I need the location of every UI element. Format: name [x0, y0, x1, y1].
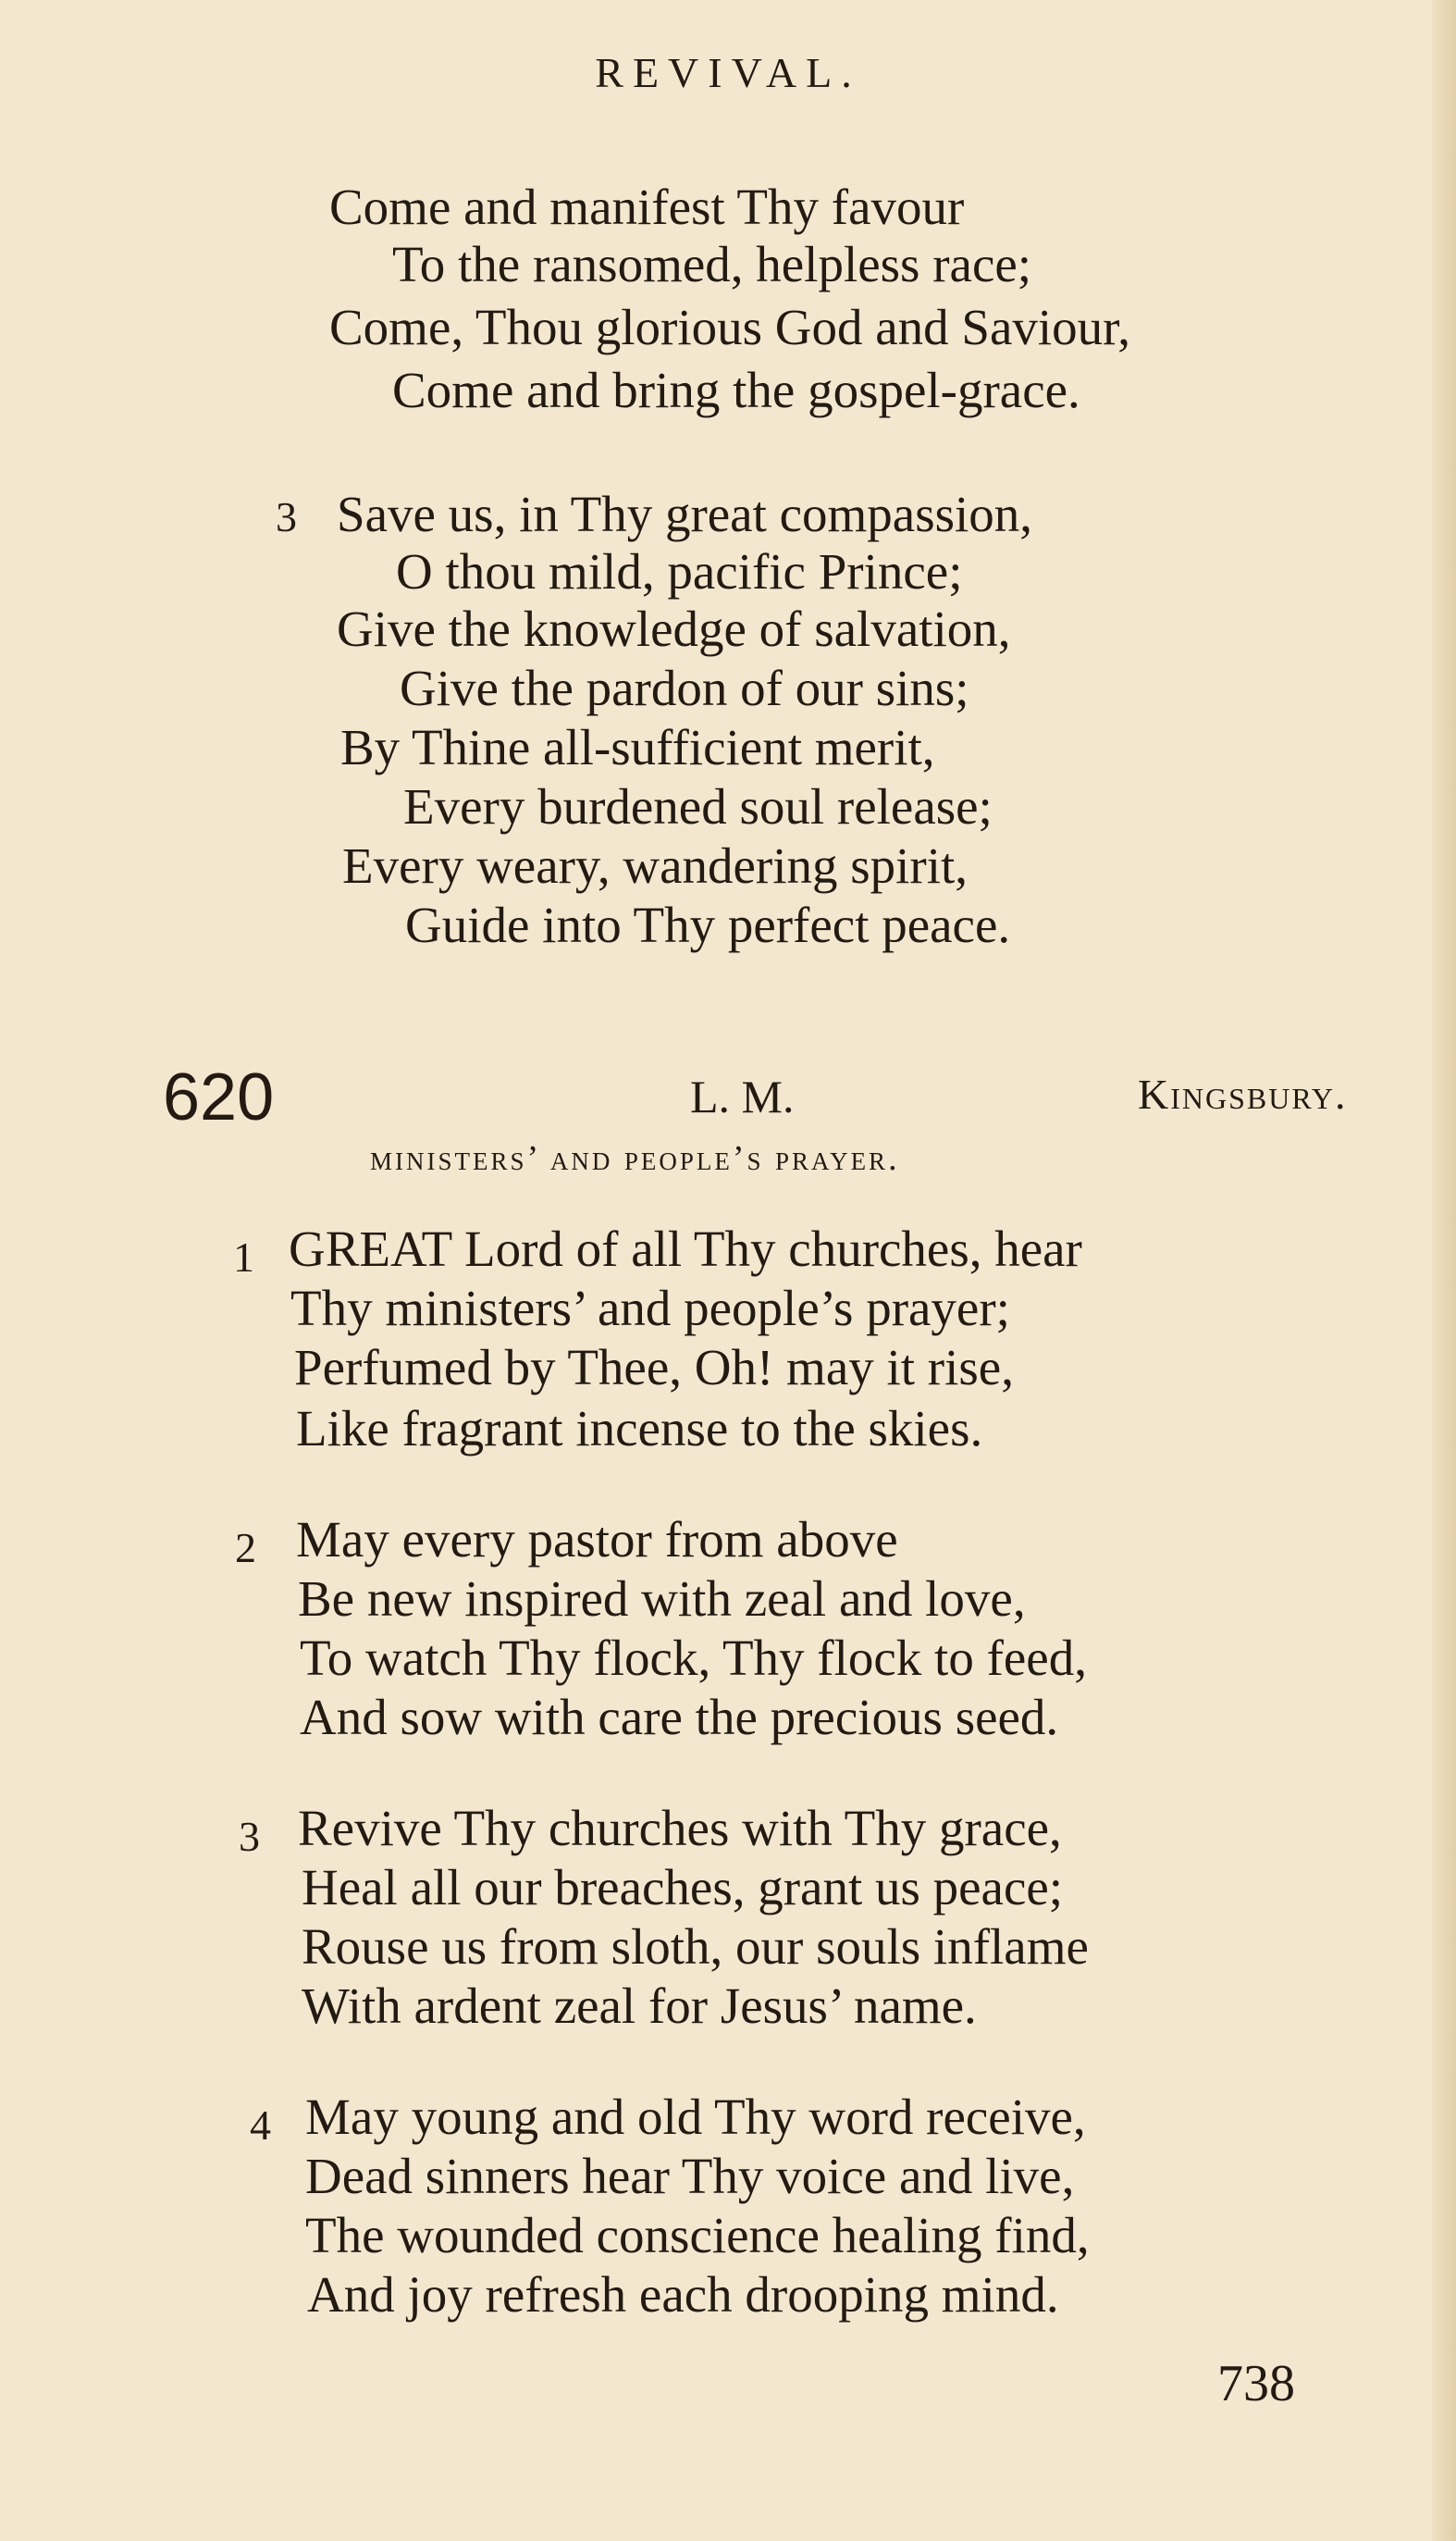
verse-line: O thou mild, pacific Prince;	[396, 543, 963, 600]
verse-line: Give the pardon of our sins;	[400, 660, 969, 716]
verse-line: May every pastor from above	[296, 1511, 898, 1568]
verse-line: The wounded conscience healing find,	[305, 2207, 1090, 2263]
verse-line: Come, Thou glorious God and Saviour,	[329, 299, 1131, 355]
page-number: 738	[1217, 2355, 1295, 2412]
page-edge	[1432, 0, 1456, 2541]
verse-line: Like fragrant incense to the skies.	[296, 1400, 983, 1456]
verse-line: Dead sinners hear Thy voice and live,	[305, 2148, 1075, 2204]
verse-line: Be new inspired with zeal and love,	[298, 1570, 1026, 1627]
verse-line: Give the knowledge of salvation,	[337, 601, 1011, 657]
verse-line: And joy refresh each drooping mind.	[307, 2266, 1059, 2323]
verse-line: Save us, in Thy great compassion,	[337, 486, 1033, 542]
verse-line: Revive Thy churches with Thy grace,	[298, 1800, 1062, 1856]
verse-line: By Thine all-sufficient merit,	[340, 719, 935, 775]
verse-line: Thy ministers’ and people’s prayer;	[290, 1280, 1010, 1336]
verse-line: GREAT Lord of all Thy churches, hear	[289, 1221, 1082, 1277]
verse-line: To watch Thy flock, Thy flock to feed,	[300, 1630, 1087, 1686]
verse-line: To the ransomed, helpless race;	[392, 236, 1032, 292]
verse-line: May young and old Thy word receive,	[305, 2089, 1086, 2145]
verse-number: 3	[276, 493, 297, 540]
hymn-meter: L. M.	[690, 1071, 795, 1122]
verse-line: Every weary, wandering spirit,	[342, 837, 969, 894]
verse-line: Guide into Thy perfect peace.	[405, 897, 1011, 953]
verse-line: Perfumed by Thee, Oh! may it rise,	[294, 1339, 1014, 1395]
hymn-subtitle: ministers’ and people’s prayer.	[370, 1139, 900, 1178]
verse-line: Every burdened soul release;	[403, 778, 993, 835]
hymn-number: 620	[163, 1060, 275, 1134]
verse-line: With ardent zeal for Jesus’ name.	[302, 1977, 977, 2034]
verse-number: 1	[233, 1233, 254, 1281]
verse-line: Heal all our breaches, grant us peace;	[302, 1859, 1064, 1915]
verse-number: 2	[235, 1524, 256, 1571]
verse-number: 3	[239, 1813, 260, 1860]
verse-line: Come and bring the gospel-grace.	[392, 362, 1080, 418]
verse-line: Rouse us from sloth, our souls inflame	[302, 1918, 1089, 1975]
hymn-tune: Kingsbury.	[1138, 1071, 1348, 1118]
verse-number: 4	[250, 2101, 271, 2149]
running-header: REVIVAL.	[595, 49, 861, 96]
verse-line: And sow with care the precious seed.	[300, 1689, 1059, 1745]
verse-line: Come and manifest Thy favour	[329, 179, 965, 235]
